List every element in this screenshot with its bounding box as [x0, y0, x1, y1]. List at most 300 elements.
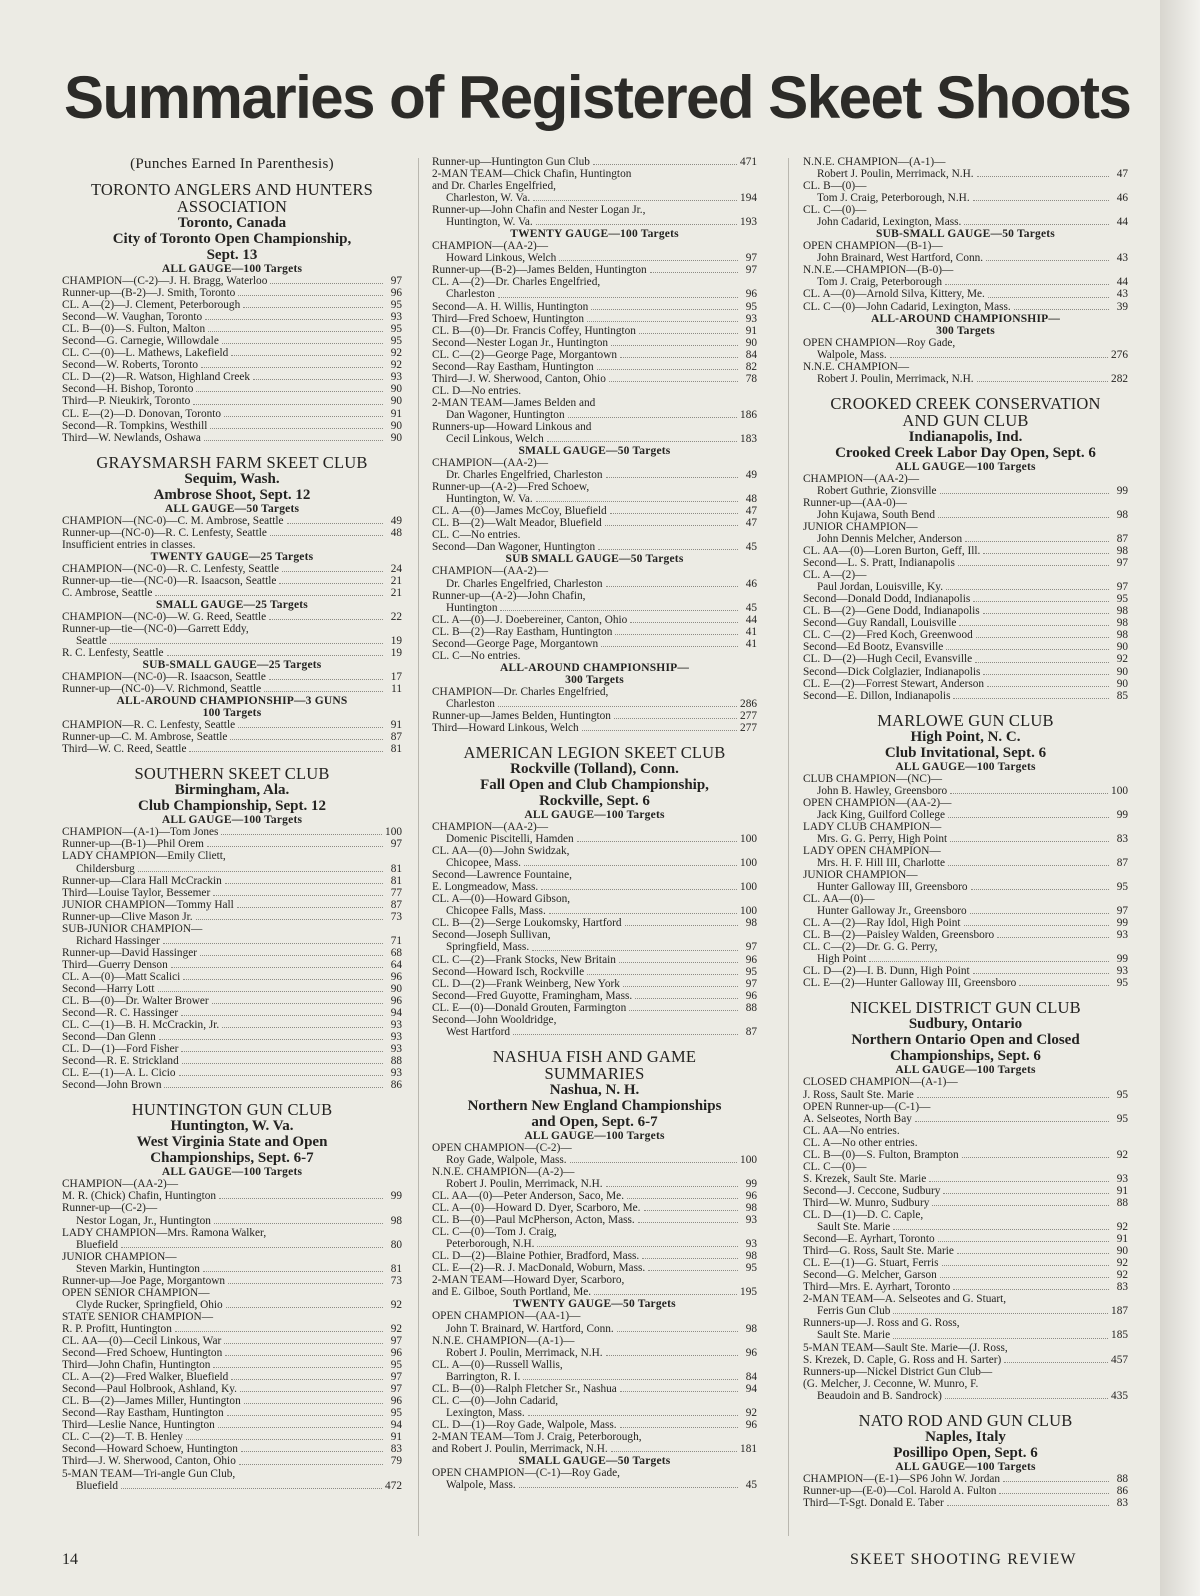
result-entry: CL. E—(2)—D. Donovan, Toronto [62, 407, 222, 420]
column-1 [62, 156, 402, 1502]
result-row [803, 785, 1128, 797]
dot-leader [287, 523, 383, 524]
result-entry: CHAMPION—(AA-2)— [432, 821, 549, 834]
result-entry: CL. E—(2)—Hunter Galloway III, Greensboro [803, 977, 1017, 990]
result-entry: Second—W. Vaughan, Toronto [62, 311, 203, 324]
result-row [432, 1443, 757, 1455]
result-score: 99 [1116, 808, 1128, 821]
result-score: 49 [390, 514, 402, 527]
dot-leader [500, 610, 738, 611]
result-row [803, 545, 1128, 557]
result-row [62, 335, 402, 347]
club-section [803, 1412, 1128, 1509]
dot-leader [1019, 985, 1109, 986]
result-entry: and Dr. Charles Engelfried, [432, 180, 556, 193]
dot-leader [890, 357, 1108, 358]
result-score: 73 [390, 910, 402, 923]
result-entry: Second—Howard Isch, Rockville [432, 965, 585, 978]
result-score: 77 [390, 886, 402, 899]
result-entry: John Brainard, West Hartford, Conn. [817, 252, 984, 265]
result-entry: Second—Nester Logan Jr., Huntington [432, 336, 609, 349]
column-2 [432, 156, 757, 1501]
result-row [432, 529, 757, 541]
result-row [432, 990, 757, 1002]
result-row [803, 337, 1128, 349]
result-row [803, 893, 1128, 905]
result-entry: CL. B—(0)—S. Fulton, Malton [62, 323, 206, 336]
result-row [803, 977, 1128, 989]
result-row [803, 678, 1128, 690]
result-row [803, 557, 1128, 569]
result-score: 96 [745, 989, 757, 1002]
event-title: Posillipo Open, Sept. 6 [893, 1444, 1038, 1461]
dot-leader [181, 1051, 383, 1052]
result-entry: CL. C—(2)—Frank Stocks, New Britain [432, 953, 616, 966]
result-entry: Runner-up—Joe Page, Morgantown [62, 1274, 226, 1287]
result-entry: OPEN SENIOR CHAMPION— [62, 1286, 210, 1299]
dot-leader [945, 1398, 1108, 1399]
result-entry: Third—P. Nieukirk, Toronto [62, 395, 191, 408]
club-location: Sudbury, Ontario [908, 1016, 1023, 1033]
result-row [432, 1323, 757, 1335]
result-row [803, 929, 1128, 941]
result-row [432, 954, 757, 966]
result-row [62, 1007, 402, 1019]
result-entry: Hunter Galloway Jr., Greensboro [817, 905, 967, 918]
division-heading: ALL GAUGE—100 Targets [895, 1064, 1036, 1077]
result-row [803, 641, 1128, 653]
result-row [432, 1359, 757, 1371]
result-row [803, 1269, 1128, 1281]
result-score: 277 [740, 709, 757, 722]
result-row [803, 1197, 1128, 1209]
result-score: 91 [1116, 1233, 1128, 1246]
club-name: SOUTHERN SKEET CLUB [134, 764, 330, 784]
result-row [432, 1335, 757, 1347]
dot-leader [200, 955, 383, 956]
result-entry: Second—Guy Randall, Louisville [803, 617, 957, 630]
result-entry: Second—R. Tompkins, Westhill [62, 419, 208, 432]
magazine-footer: SKEET SHOOTING REVIEW [850, 1551, 1077, 1568]
dot-leader [999, 1493, 1109, 1494]
dot-leader [988, 297, 1109, 298]
result-score: 99 [1116, 953, 1128, 966]
result-row [62, 719, 402, 731]
result-row [803, 1233, 1128, 1245]
result-score: 93 [745, 312, 757, 325]
result-row [62, 275, 402, 287]
result-row [432, 433, 757, 445]
result-row [803, 252, 1128, 264]
club-name: AND GUN CLUB [902, 410, 1029, 430]
result-entry: CL. E—(2)—Forrest Stewart, Anderson [803, 677, 985, 690]
result-score: 93 [390, 311, 402, 324]
result-score: 94 [390, 1419, 402, 1432]
event-title: Rockville, Sept. 6 [539, 793, 650, 810]
club-name: HUNTINGTON GUN CLUB [131, 1100, 333, 1120]
dot-leader [983, 553, 1109, 554]
result-entry: CL. D—(2)—R. Watson, Highland Creek [62, 371, 251, 384]
result-row [803, 821, 1128, 833]
dot-leader [591, 309, 738, 310]
dot-leader [537, 1246, 738, 1247]
result-row [803, 617, 1128, 629]
result-row [62, 1067, 402, 1079]
dot-leader [226, 1307, 383, 1308]
dot-leader [957, 1253, 1109, 1254]
result-score: 97 [1116, 905, 1128, 918]
result-score: 183 [740, 433, 757, 446]
dot-leader [630, 622, 738, 623]
result-row [803, 1161, 1128, 1173]
result-score: 80 [390, 1238, 402, 1251]
result-entry: CL. A—(2)—J. Clement, Peterborough [62, 299, 241, 312]
result-row [803, 1137, 1128, 1149]
result-row [803, 953, 1128, 965]
result-score: 96 [745, 953, 757, 966]
dot-leader [222, 343, 383, 344]
result-entry: John T. Brainard, W. Hartford, Conn. [446, 1322, 614, 1335]
result-entry: LADY CHAMPION—Emily Cliett, [62, 850, 226, 863]
result-row [62, 1371, 402, 1383]
result-score: 88 [1116, 1472, 1128, 1485]
result-score: 90 [745, 336, 757, 349]
division-heading: 300 Targets [936, 324, 995, 337]
club-location: Naples, Italy [925, 1428, 1006, 1445]
dot-leader [138, 871, 383, 872]
result-row [803, 1329, 1128, 1341]
result-row [62, 923, 402, 935]
result-entry: Second—R. C. Hassinger [62, 1007, 179, 1020]
event-title: Crooked Creek Labor Day Open, Sept. 6 [835, 444, 1096, 461]
dot-leader [940, 1277, 1109, 1278]
result-entry: JUNIOR CHAMPION— [803, 520, 918, 533]
result-row [432, 638, 757, 650]
result-entry: M. R. (Chick) Chafin, Huntington [62, 1190, 217, 1203]
dot-leader [270, 535, 383, 536]
result-score: 90 [1116, 1245, 1128, 1258]
result-row [803, 905, 1128, 917]
result-score: 97 [390, 1335, 402, 1347]
result-row [62, 1480, 402, 1492]
result-row [803, 1305, 1128, 1317]
result-score: 93 [390, 1067, 402, 1080]
dot-leader [243, 307, 383, 308]
result-score: 81 [390, 1262, 402, 1275]
result-score: 98 [1116, 617, 1128, 630]
dot-leader [598, 549, 738, 550]
dot-leader [227, 1415, 383, 1416]
result-entry: Second—Dan Wagoner, Huntington [432, 541, 596, 554]
dot-leader [182, 1063, 383, 1064]
result-row [432, 590, 757, 602]
result-entry: CL. B—(2)—James Miller, Huntington [62, 1395, 241, 1408]
club-name: NICKEL DISTRICT GUN CLUB [850, 998, 1081, 1018]
result-entry: CL. C—(0)—John Cadarid, [432, 1394, 559, 1407]
result-entry: SUB-JUNIOR CHAMPION— [62, 922, 203, 935]
dot-leader [218, 1427, 383, 1428]
dot-leader [617, 1331, 738, 1332]
result-score: 95 [1116, 977, 1128, 990]
dot-leader [938, 517, 1109, 518]
dot-leader [973, 200, 1109, 201]
result-entry: Third—W. C. Reed, Seattle [62, 743, 187, 756]
result-entry: John Kujawa, South Bend [817, 508, 935, 521]
result-score: 68 [390, 946, 402, 959]
result-entry: Second—Fred Guyotte, Framingham, Mass. [432, 989, 633, 1002]
result-row [432, 650, 757, 662]
result-entry: (G. Melcher, J. Ceconne, W. Munro, F. [803, 1377, 979, 1390]
result-row [803, 773, 1128, 785]
dot-leader [186, 1439, 383, 1440]
result-entry: Springfield, Mass. [446, 941, 530, 954]
result-entry: CL. C—(2)—Dr. G. G. Perry, [803, 941, 938, 954]
dot-leader [205, 319, 383, 320]
result-entry: Steven Markin, Huntington [76, 1262, 200, 1275]
result-entry: Sault Ste. Marie [817, 1221, 891, 1234]
dot-leader [629, 1010, 738, 1011]
result-entry: CL. B—(0)—Ralph Fletcher Sr., Nashua [432, 1382, 617, 1395]
result-entry: Second—John Wooldridge, [432, 1013, 557, 1026]
result-entry: Barrington, R. I. [446, 1370, 521, 1383]
dot-leader [208, 331, 383, 332]
dot-leader [962, 1157, 1109, 1158]
page-headline: Summaries of Registered Skeet Shoots [64, 64, 1131, 131]
result-score: 48 [390, 526, 402, 539]
result-row [432, 1238, 757, 1250]
result-score: 92 [1116, 1269, 1128, 1282]
result-score: 81 [390, 862, 402, 875]
result-entry: Runner-up—Clive Mason Jr. [62, 910, 193, 923]
result-entry: Second—Paul Holbrook, Ashland, Ky. [62, 1383, 237, 1396]
dot-leader [619, 962, 738, 963]
result-entry: 2-MAN TEAM—A. Selseotes and G. Stuart, [803, 1293, 1007, 1306]
result-score: 98 [745, 1202, 757, 1215]
result-score: 99 [390, 1190, 402, 1203]
result-entry: CL. D—(2)—Blaine Pothier, Bradford, Mass. [432, 1250, 640, 1263]
club-section [62, 181, 402, 444]
division-heading: ALL GAUGE—100 Targets [895, 760, 1036, 773]
result-row [432, 905, 757, 917]
result-entry: Second—Ed Bootz, Evansville [803, 641, 944, 654]
dot-leader [964, 925, 1109, 926]
dot-leader [524, 865, 737, 866]
club-name: CROOKED CREEK CONSERVATION [830, 393, 1101, 413]
result-row [62, 347, 402, 359]
dot-leader [212, 1003, 383, 1004]
result-entry: Second—R. E. Strickland [62, 1055, 179, 1068]
result-score: 100 [740, 857, 757, 870]
division-heading: ALL GAUGE—100 Targets [895, 460, 1036, 473]
dot-leader [532, 950, 738, 951]
dot-leader [547, 441, 737, 442]
dot-leader [945, 284, 1109, 285]
result-entry: CL. AA—(0)—John Swidzak, [432, 845, 570, 858]
result-entry: Richard Hassinger [76, 934, 160, 947]
result-entry: CL. B—(0)—S. Fulton, Brampton [803, 1148, 959, 1161]
result-entry: CHAMPION—(AA-2)— [62, 1178, 179, 1191]
result-row [62, 1227, 402, 1239]
dot-leader [210, 428, 383, 429]
division-heading: TWENTY GAUGE—25 Targets [150, 550, 314, 563]
result-row [432, 168, 757, 180]
result-score: 88 [1116, 1196, 1128, 1209]
result-row [432, 710, 757, 722]
result-row [432, 1014, 757, 1026]
dot-leader [241, 1451, 383, 1452]
dot-leader [570, 1162, 737, 1163]
dot-leader [189, 751, 383, 752]
result-entry: Second—Fred Schoew, Huntington [62, 1347, 223, 1360]
event-title: Sept. 13 [206, 247, 258, 263]
result-row [803, 216, 1128, 228]
club-section [432, 156, 757, 734]
event-title: Northern Ontario Open and Closed [851, 1032, 1080, 1049]
result-entry: N.N.E. CHAMPION—(A-1)— [432, 1334, 575, 1347]
result-entry: Third—J. W. Sherwood, Canton, Ohio [432, 372, 606, 385]
result-score: 83 [1116, 832, 1128, 845]
result-row [62, 1299, 402, 1311]
club-name: NASHUA FISH AND GAME [492, 1046, 697, 1066]
result-row [803, 533, 1128, 545]
result-entry: Roy Gade, Walpole, Mass. [446, 1153, 567, 1166]
result-entry: CL. AA—(0)— [803, 893, 875, 906]
result-row [62, 1043, 402, 1055]
result-score: 100 [740, 1153, 757, 1166]
dot-leader [615, 634, 738, 635]
result-row [432, 1250, 757, 1262]
result-row [62, 359, 402, 371]
result-row [62, 911, 402, 923]
division-heading: SUB SMALL GAUGE—50 Targets [505, 553, 684, 566]
result-entry: CL. B—(0)—Paul McPherson, Acton, Mass. [432, 1214, 635, 1227]
result-row [62, 1239, 402, 1251]
result-row [62, 539, 402, 551]
result-entry: Second—G. Melcher, Garson [803, 1269, 937, 1282]
result-entry: Runner-up—John Chafin and Nester Logan Jr., [432, 204, 646, 217]
result-row [803, 1209, 1128, 1221]
result-entry: CLUB CHAMPION—(NC)— [803, 772, 943, 785]
dot-leader [224, 416, 383, 417]
result-entry: CL. D—(2)—Frank Weinberg, New York [432, 977, 620, 990]
result-entry: Robert J. Poulin, Merrimack, N.H. [446, 1178, 603, 1190]
result-entry: Runner-up—tie—(NC-0)—Garrett Eddy, [62, 622, 249, 635]
result-score: 95 [745, 300, 757, 313]
result-entry: CL. B—(0)— [803, 180, 867, 193]
result-entry: OPEN CHAMPION—(B-1)— [803, 240, 943, 253]
division-heading: TWENTY GAUGE—100 Targets [510, 228, 679, 241]
result-row [432, 1142, 757, 1154]
adjacent-page-edge [1160, 0, 1200, 1596]
result-row [803, 1125, 1128, 1137]
punches-note: (Punches Earned In Parenthesis) [130, 156, 334, 172]
result-score: 282 [1111, 372, 1128, 385]
result-score: 98 [745, 1322, 757, 1335]
result-score: 92 [1116, 653, 1128, 666]
result-row [432, 1310, 757, 1322]
result-row [432, 156, 757, 168]
result-entry: John Cadarid, Lexington, Mass. [817, 216, 962, 229]
result-entry: 5-MAN TEAM—Sault Ste. Marie—(J. Ross, [803, 1341, 1008, 1354]
result-score: 90 [1116, 641, 1128, 654]
result-row [432, 978, 757, 990]
division-heading: 100 Targets [202, 707, 262, 720]
result-score: 91 [390, 1431, 402, 1444]
result-entry: N.N.E. CHAMPION— [803, 360, 910, 373]
result-entry: and Robert J. Poulin, Merrimack, N.H. [432, 1442, 608, 1455]
result-row [803, 941, 1128, 953]
result-score: 92 [1116, 1221, 1128, 1234]
dot-leader [958, 565, 1109, 566]
result-row [432, 881, 757, 893]
result-entry: Second—Harry Lott [62, 982, 155, 995]
result-score: 98 [1116, 508, 1128, 521]
result-row [432, 941, 757, 953]
division-heading: ALL GAUGE—100 Targets [895, 1460, 1036, 1473]
result-row [432, 1431, 757, 1443]
result-score: 84 [745, 1370, 757, 1383]
dot-leader [179, 1075, 383, 1076]
result-row [432, 361, 757, 373]
result-entry: Third—Fred Schoew, Huntington [432, 312, 585, 325]
result-entry: CL. B—(2)—Gene Dodd, Indianapolis [803, 605, 980, 618]
result-row [432, 869, 757, 881]
result-entry: Runner-up—David Hassinger [62, 946, 197, 959]
dot-leader [239, 1464, 383, 1465]
dot-leader [228, 1283, 383, 1284]
result-row [62, 1287, 402, 1299]
result-entry: JUNIOR CHAMPION— [803, 869, 918, 882]
result-row [432, 301, 757, 313]
result-entry: CHAMPION—(NC-0)—R. C. Lenfesty, Seattle [62, 562, 280, 575]
division-heading: SMALL GAUGE—50 Targets [518, 445, 671, 458]
result-row [432, 325, 757, 337]
result-score: 97 [1116, 581, 1128, 594]
result-row [62, 647, 402, 659]
result-row [432, 1190, 757, 1202]
result-score: 92 [1116, 1148, 1128, 1161]
event-title: West Virginia State and Open [136, 1134, 328, 1151]
dot-leader [207, 846, 383, 847]
event-title: City of Toronto Open Championship, [112, 231, 352, 247]
result-entry: Runner-up—(NC-0)—V. Richmond, Seattle [62, 683, 262, 696]
division-heading: ALL GAUGE—50 Targets [164, 502, 300, 515]
dot-leader [948, 817, 1109, 818]
result-entry: OPEN Runner-up—(C-1)— [803, 1100, 931, 1113]
result-row [62, 1335, 402, 1347]
result-score: 83 [1116, 1281, 1128, 1294]
result-row [432, 686, 757, 698]
result-row [432, 1371, 757, 1383]
club-name: MARLOWE GUN CLUB [877, 710, 1054, 730]
club-location: Birmingham, Ala. [174, 782, 290, 799]
result-row [432, 505, 757, 517]
dot-leader [977, 176, 1109, 177]
result-entry: R. P. Profitt, Huntington [62, 1322, 172, 1335]
result-entry: STATE SENIOR CHAMPION— [62, 1310, 213, 1323]
result-entry: Second—Howard Schoew, Huntington [62, 1443, 238, 1456]
dot-leader [279, 583, 383, 584]
result-score: 78 [745, 372, 757, 385]
result-entry: Tom J. Craig, Peterborough, N.H. [817, 192, 970, 205]
result-row [432, 845, 757, 857]
result-entry: Dan Wagoner, Huntington [446, 408, 565, 421]
result-entry: CHAMPION—(AA-2)— [432, 565, 549, 578]
result-score: 84 [745, 348, 757, 361]
result-score: 86 [390, 1079, 402, 1092]
result-score: 87 [390, 898, 402, 911]
result-row [432, 517, 757, 529]
